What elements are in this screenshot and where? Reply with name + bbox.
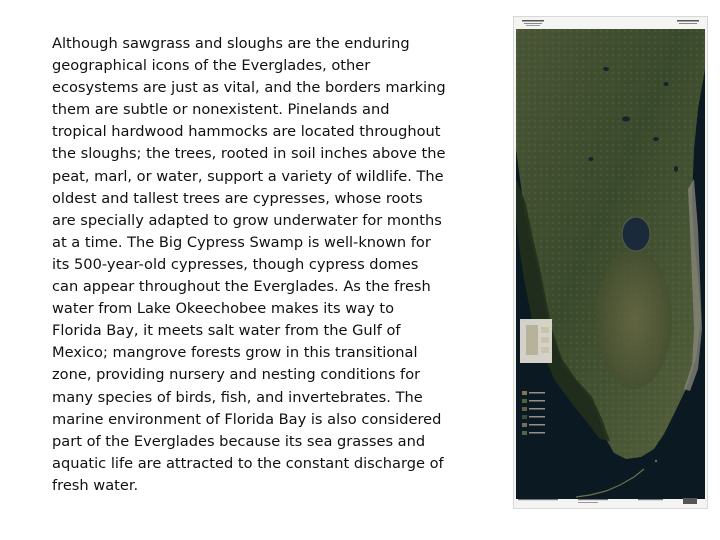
map-footer-strip bbox=[518, 496, 703, 506]
map-title-mark-left bbox=[520, 19, 550, 27]
everglades-paragraph: Although sawgrass and sloughs are the enduring geographical icons of the Everglades, other ecosystems are just as vital, and the borders marking them are subtle or nonexistent. Pinelands and tropical hardwood hammocks are located throughout the sloughs; the trees, rooted in soil inches above the peat, marl, or water, support a variety of wildlife. The oldest and tallest trees are cypresses, whose roots are specially adapted to grow underwater for months at a time. The Big Cypress Swamp is well-known for its 500-year-old cypresses, though cypress domes can appear throughout the Everglades. As the fresh water from Lake Okeechobee makes its way to Florida Bay, it meets salt water from the Gulf of Mexico; mangrove forests grow in this transitional zone, providing nursery and nesting conditions for many species of birds, fish, and invertebrates. The marine environment of Florida Bay is also considered part of the Everglades because its sea grasses and aquatic life are attracted to the constant discharge of fresh water. bbox=[52, 35, 446, 494]
south-florida-satellite-image bbox=[516, 29, 705, 499]
satellite-map-poster bbox=[513, 16, 708, 509]
map-title-mark-right bbox=[671, 19, 701, 27]
